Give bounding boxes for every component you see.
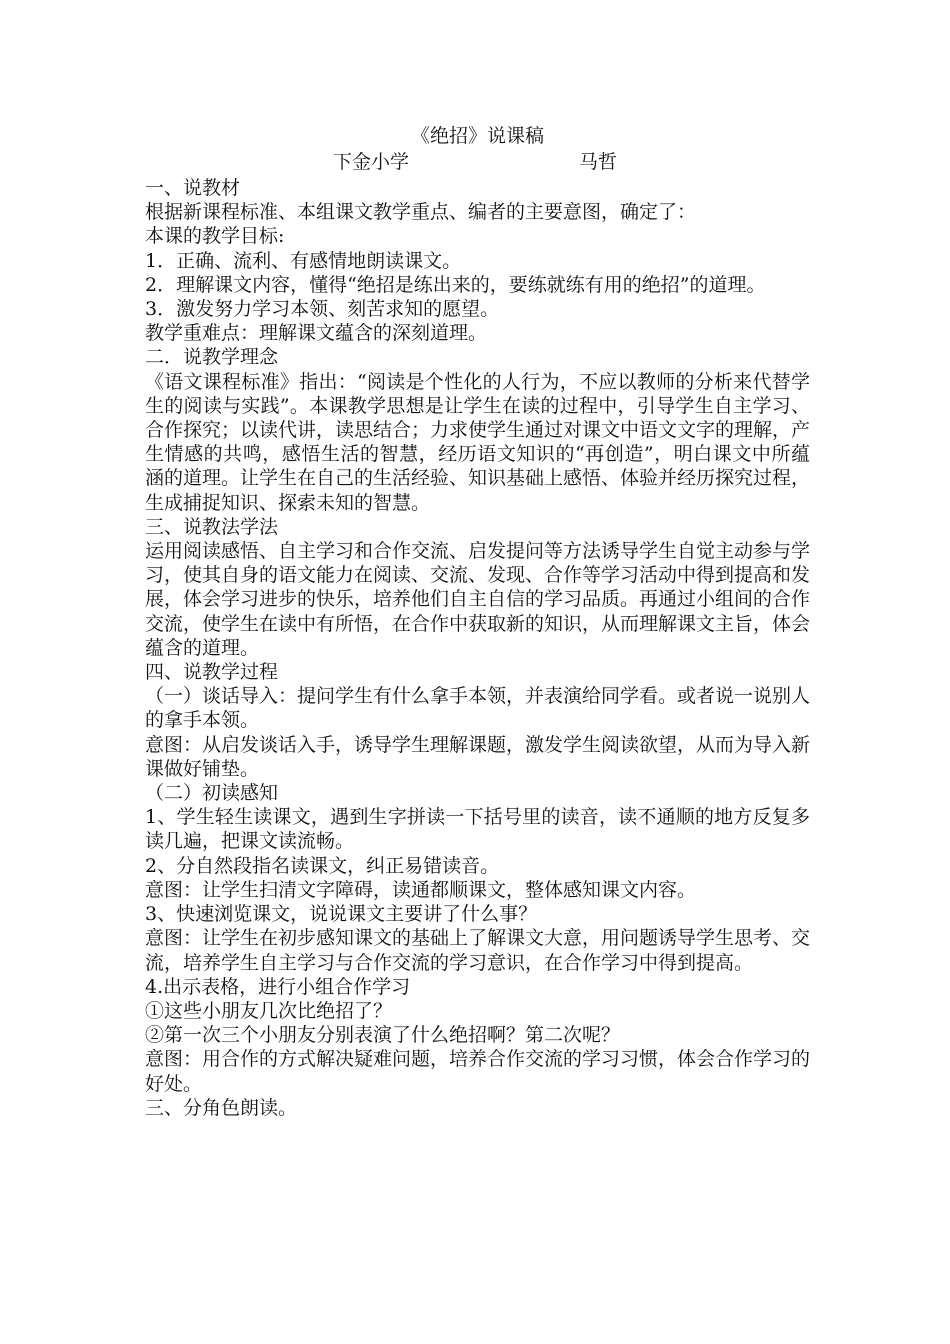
school-name: 下金小学 [333,151,410,173]
list-item: 1．正确、流利、有感情地朗读课文。 [145,249,462,272]
paragraph: 3、快速浏览课文，说说课文主要讲了什么事？ [145,903,538,926]
list-item: ①这些小朋友几次比绝招了？ [145,999,393,1022]
paragraph: 意图：用合作的方式解决疑难问题，培养合作交流的学习习惯，体会合作学习的好处。 [145,1048,811,1095]
paragraph: 意图：从启发谈话入手，诱导学生理解课题，激发学生阅读欲望，从而为导入新课做好铺垫。 [145,733,811,780]
author-name: 马哲 [579,151,618,173]
paragraph: 本课的教学目标: [145,225,285,248]
paragraph: （一）谈话导入：提问学生有什么拿手本领，并表演给同学看。或者说一说别人的拿手本领。 [145,685,811,732]
list-item: ②第一次三个小朋友分别表演了什么绝招啊？第二次呢？ [145,1024,621,1047]
paragraph: 运用阅读感悟、自主学习和合作交流、启发提问等方法诱导学生自觉主动参与学习，使其自身的语文能力在阅读、交流、发现、合作等学习活动中得到提高和发展，体会学习进步的快乐，培养他们自主自信的学习品质。再通过小组间的合作交流，使学生在读中有所悟，在合作中获取新的知识，从而理解课文主旨，体会蕴含的道理。 [145,540,811,659]
heading-concept: 二．说教学理念 [145,346,279,369]
paragraph: 1、学生轻生读课文，遇到生字拼读一下括号里的读音，读不通顺的地方反复多读几遍，把课文读流畅。 [145,806,810,853]
paragraph: 4.出示表格，进行小组合作学习 [145,975,411,998]
heading-method: 三、说教法学法 [145,515,279,538]
list-item: 3．激发努力学习本领、刻苦求知的愿望。 [145,298,500,321]
paragraph: 教学重难点：理解课文蕴含的深刻道理。 [145,322,488,345]
heading-textbook: 一、说教材 [145,177,241,199]
heading-process: 四、说教学过程 [145,661,279,684]
list-item: 2．理解课文内容，懂得“绝招是练出来的，要练就练有用的绝招”的道理。 [145,273,766,296]
paragraph: 《语文课程标准》指出：“阅读是个性化的人行为，不应以教师的分析来代替学生的阅读与实践”。本课教学思想是让学生在读的过程中，引导学生自主学习、合作探究；以读代讲，读思结合；力求使学生通过对课文中语文文字的理解，产生情感的共鸣，感悟生活的智慧，经历语文知识的“再创造”，明白课文中所蕴涵的道理。让学生在自己的生活经验、知识基础上感悟、体验并经历探究过程，生成捕捉知识、探索未知的智慧。 [145,370,811,514]
paragraph: 意图：让学生扫清文字障碍，读通都顺课文，整体感知课文内容。 [145,878,697,901]
paragraph: 根据新课程标准、本组课文教学重点、编者的主要意图，确定了： [145,201,697,224]
author-line [145,150,810,174]
paragraph: 三、分角色朗读。 [145,1096,298,1119]
document-title: 《绝招》说课稿 [410,125,544,147]
paragraph: 2、分自然段指名读课文，纠正易错读音。 [145,854,500,877]
document-body [145,176,810,1120]
paragraph: 意图：让学生在初步感知课文的基础上了解课文大意，用问题诱导学生思考、交流，培养学生自主学习与合作交流的学习意识，在合作学习中得到提高。 [145,927,811,974]
subheading: （二）初读感知 [145,782,279,805]
